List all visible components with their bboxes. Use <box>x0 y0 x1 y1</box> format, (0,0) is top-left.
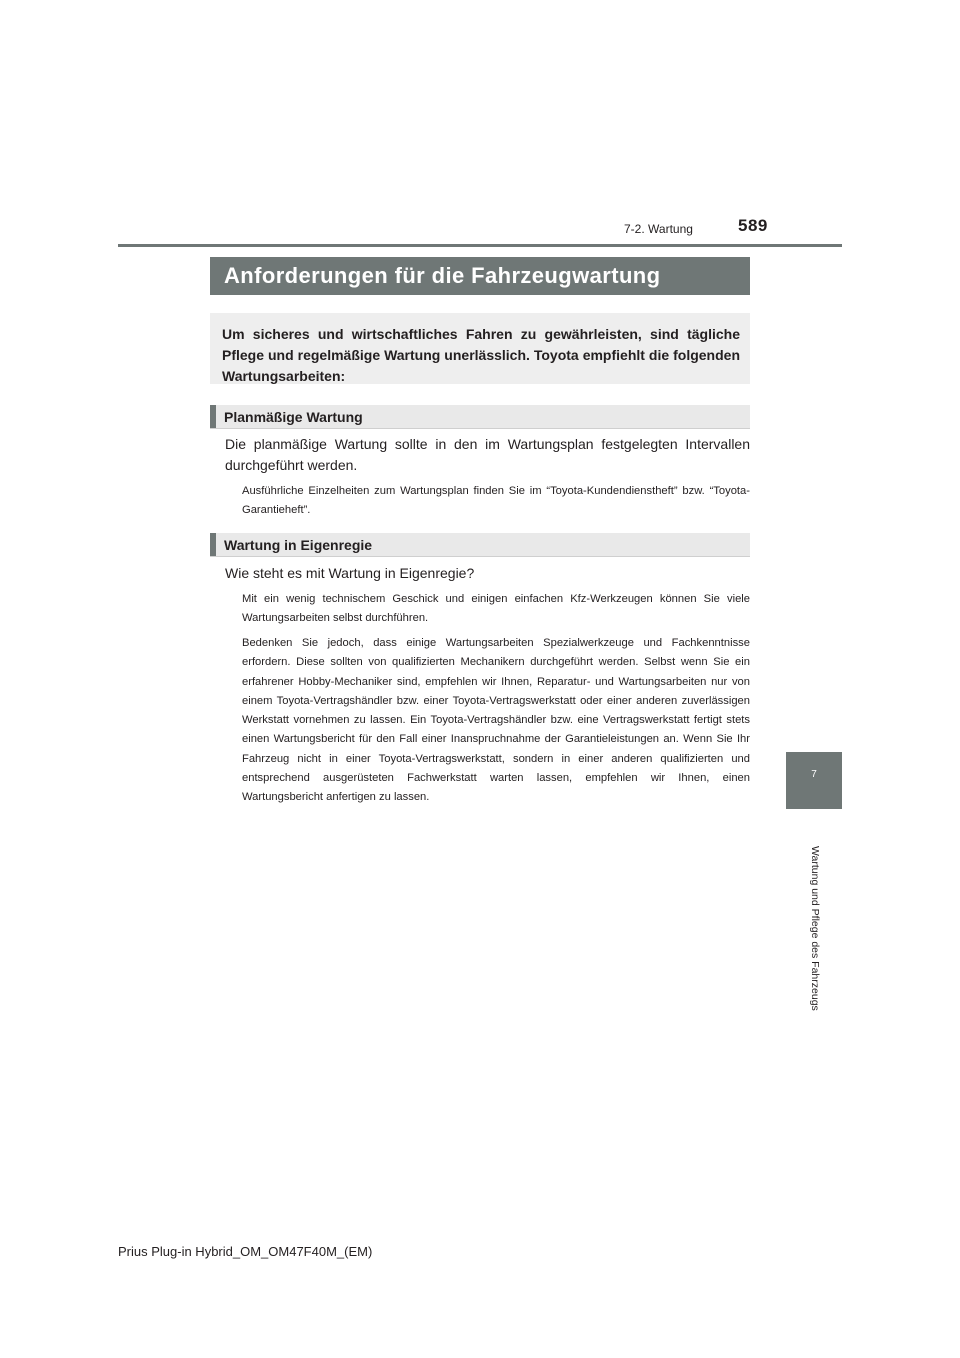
intro-box: Um sicheres und wirtschaftliches Fahren zu gewährleisten, sind tägliche Pflege und regelmäßige Wartung unerlässlich. Toyota empfiehlt die folgenden Wartungsarbeiten: <box>210 313 750 384</box>
chapter-tab-label: Wartung und Pflege des Fahrzeugs <box>809 846 821 1011</box>
chapter-tab: 7 <box>786 752 842 809</box>
section-reference: 7-2. Wartung <box>624 222 693 236</box>
document-footer: Prius Plug-in Hybrid_OM_OM47F40M_(EM) <box>118 1244 373 1259</box>
page-title: Anforderungen für die Fahrzeugwartung <box>210 257 750 295</box>
header-rule <box>118 244 842 247</box>
section-note-scheduled-maintenance: Ausführliche Einzelheiten zum Wartungsplan finden Sie im “Toyota-Kundendienstheft” bzw. “Toyota-Garantieheft”. <box>242 485 750 517</box>
section-body-diy-maintenance: Wie steht es mit Wartung in Eigenregie? <box>225 565 475 581</box>
section-note-diy-maintenance-1: Mit ein wenig technischem Geschick und einigen einfachen Kfz-Werkzeugen können Sie viele Wartungsarbeiten selbst durchführen. <box>242 593 750 625</box>
section-note-diy-maintenance-2: Bedenken Sie jedoch, dass einige Wartungsarbeiten Spezialwerkzeuge und Fachkenntnisse erfordern. Diese sollten von qualifizierten Mechanikern durchgeführt werden. Selbst wenn Sie ein erfahrener Hobby-Mechaniker sind, empfehlen wir Ihnen, Reparatur- und Wartungsarbeiten nur von einem Toyota-Vertragshändler bzw. einer Toyota-Vertragswerkstatt oder einer anderen zuverlässigen Werkstatt vornehmen zu lassen. Ein Toyota-Vertragshändler bzw. eine Vertragswerkstatt fertigt stets einen Wartungsbericht für den Fall einer Inanspruchnahme der Garantieleistungen an. Wenn Sie Ihr Fahrzeug nicht in einer Toyota-Vertragswerkstatt, sondern in einer anderen qualifizierten und entsprechend ausgerüsteten Fachwerkstatt warten lassen, empfehlen wir Ihnen, einen Wartungsbericht anfertigen zu lassen. <box>242 637 750 804</box>
section-heading-scheduled-maintenance: Planmäßige Wartung <box>210 405 750 429</box>
section-body-scheduled-maintenance: Die planmäßige Wartung sollte in den im Wartungsplan festgelegten Intervallen durchgeführt werden. <box>225 436 750 473</box>
section-heading-diy-maintenance: Wartung in Eigenregie <box>210 533 750 557</box>
page-number: 589 <box>738 216 768 235</box>
